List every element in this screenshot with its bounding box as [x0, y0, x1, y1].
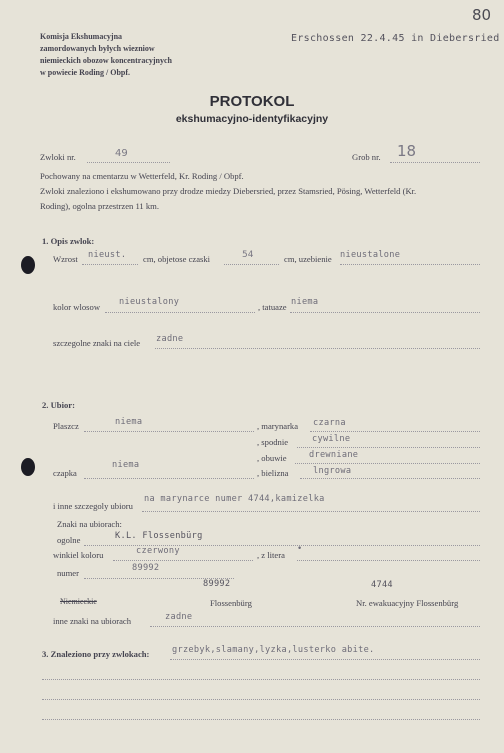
objetosc-label: cm, objetose czaski	[143, 254, 211, 264]
grob-value: 18	[397, 142, 417, 160]
page-subtitle: ekshumacyjno-identyfikacyjny	[175, 113, 329, 125]
wzrost-label: Wzrost	[53, 254, 78, 264]
page-title: PROTOKOL	[209, 93, 295, 110]
spodnie-value: cywilne	[312, 434, 351, 444]
section-3-value: grzebyk,slamany,lyzka,lusterko abite.	[172, 645, 375, 655]
kolor-value: nieustalony	[119, 297, 180, 307]
ewak-sub: Nr. ewakuacyjny Flossenbürg	[356, 598, 459, 608]
bielizna-value: lngrowa	[313, 466, 352, 476]
tatuaze-value: niema	[291, 297, 319, 307]
winkiel-label: winkiel koloru	[53, 550, 104, 560]
inne-znaki-value: zadne	[165, 612, 193, 622]
znaleziono-line-1: Zwloki znaleziono i ekshumowano przy drodze miedzy Diebersried, przez Stamsried, Pösing, Wetterfeld (Kr.	[40, 186, 417, 196]
znaki-ubiorach-label: Znaki na ubiorach:	[57, 519, 122, 529]
bielizna-label: , bielizna	[257, 468, 289, 478]
org-line-1: Komisja Ekshumacyjna	[40, 32, 123, 41]
wzrost-value: nieust.	[88, 250, 127, 260]
typed-header: Erschossen 22.4.45 in Diebersried	[291, 33, 500, 44]
numer-sub: Flossenbürg	[210, 598, 252, 608]
punch-hole-top	[21, 256, 35, 274]
czapka-label: czapka	[53, 468, 77, 478]
czapka-value: niema	[112, 460, 140, 470]
znaleziono-line-2: Roding), ogolna przestrzen 11 km.	[40, 201, 160, 211]
org-line-3: niemieckich obozow koncentracyjnych	[40, 56, 172, 65]
marynarka-label: , marynarka	[257, 421, 299, 431]
zwloki-label: Zwloki nr.	[40, 152, 76, 162]
kolor-label: kolor wlosow	[53, 302, 101, 312]
numer-value: 89992	[132, 563, 160, 573]
marynarka-value: czarna	[313, 418, 346, 428]
zwloki-value: 49	[115, 148, 128, 159]
niemieckie-label: Niemieckie	[60, 597, 97, 606]
section-3-heading: 3. Znaleziono przy zwlokach:	[42, 649, 150, 659]
grob-label: Grob nr.	[352, 152, 381, 162]
spodnie-label: , spodnie	[257, 437, 289, 447]
inne-znaki-label: inne znaki na ubiorach	[53, 616, 132, 626]
plaszcz-value: niema	[115, 417, 143, 427]
plaszcz-label: Plaszcz	[53, 421, 79, 431]
litera-label: , z litera	[257, 550, 285, 560]
section-2-heading: 2. Ubior:	[42, 400, 75, 410]
znaki-ciele-label: szczegolne znaki na ciele	[53, 338, 141, 348]
ogolne-value: K.L. Flossenbürg	[115, 531, 203, 541]
obuwie-label: , obuwie	[257, 453, 287, 463]
org-line-4: w powiecie Roding / Obpf.	[40, 68, 131, 77]
czaski-value: 54	[242, 250, 254, 260]
uzebienie-label: cm, uzebienie	[284, 254, 332, 264]
pochowany-text: Pochowany na cmentarzu w Wetterfeld, Kr. Roding / Obpf.	[40, 171, 244, 181]
numer-label: numer	[57, 568, 79, 578]
ewak-top: 4744	[371, 580, 393, 590]
szczegoly-value: na marynarce numer 4744,kamizelka	[144, 494, 325, 504]
winkiel-value: czerwony	[136, 546, 180, 556]
tatuaze-label: , tatuaze	[258, 302, 287, 312]
punch-hole-bottom	[21, 458, 35, 476]
szczegoly-label: i inne szczegoly ubioru	[53, 501, 133, 511]
uzebienie-value: nieustalone	[340, 250, 401, 260]
section-1-heading: 1. Opis zwlok:	[42, 236, 95, 246]
org-line-2: zamordowanych byłych wiezniow	[40, 44, 155, 53]
obuwie-value: drewniane	[309, 450, 359, 460]
ogolne-label: ogolne	[57, 535, 81, 545]
znaki-ciele-value: zadne	[156, 334, 184, 344]
page-number: 80	[472, 6, 492, 24]
litera-value: •	[297, 544, 303, 554]
numer-top: 89992	[203, 579, 231, 589]
